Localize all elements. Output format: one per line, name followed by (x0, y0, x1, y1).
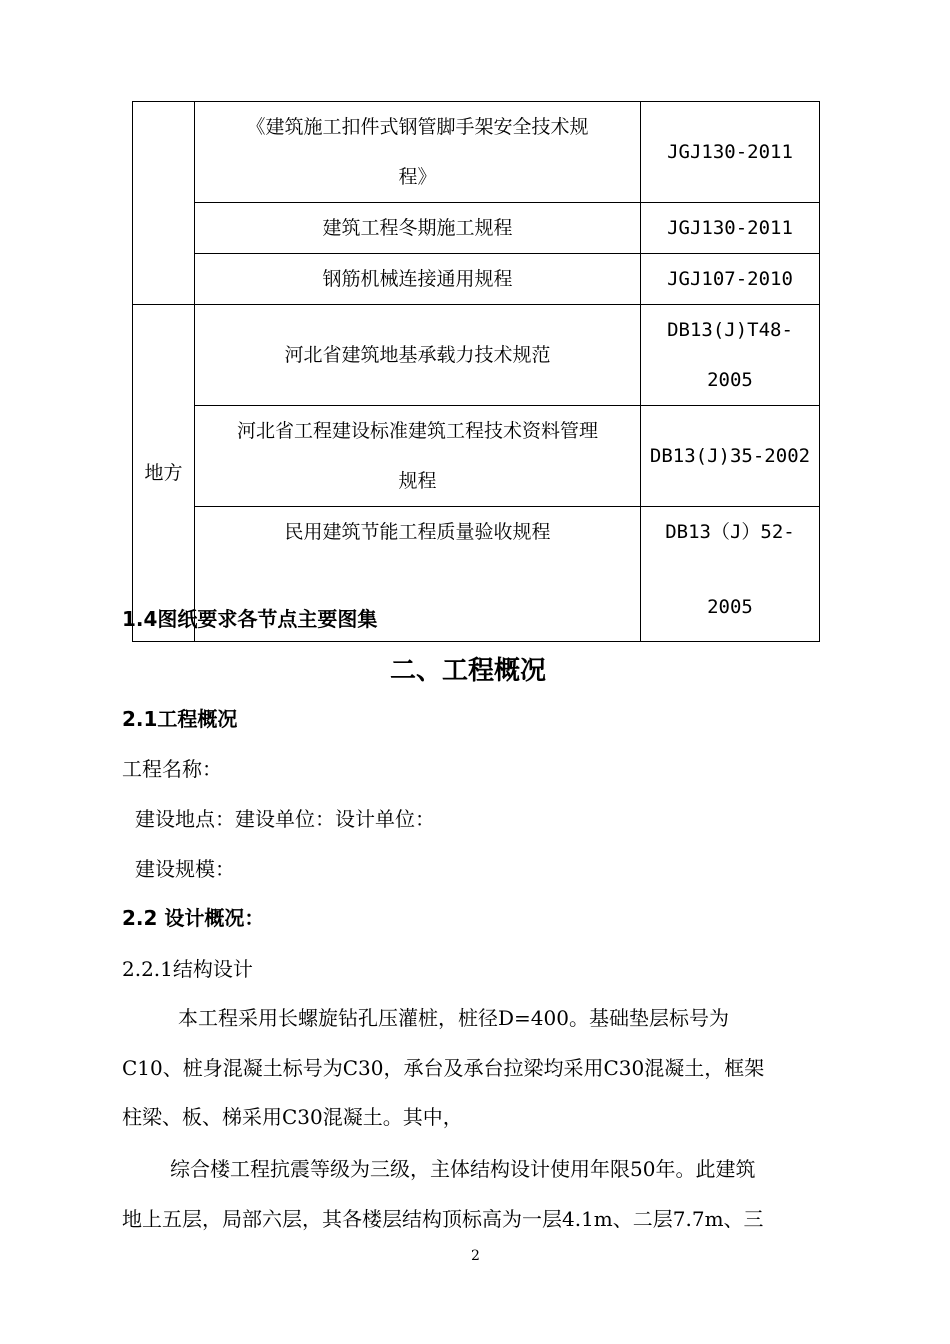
paragraph-line: 本工程采用长螺旋钻孔压灌桩，桩径D=400。基础垫层标号为 (178, 1006, 729, 1030)
scale-label: 建设规模： (135, 857, 235, 881)
section-1-4-heading: 1.4图纸要求各节点主要图集 (122, 607, 378, 631)
section-2-2-heading: 2.2 设计概况： (122, 906, 265, 930)
standard-name-cell: 《建筑施工扣件式钢管脚手架安全技术规 程》 (195, 102, 641, 203)
standard-code-cell: JGJ107-2010 (641, 254, 820, 305)
site-unit-line: 建设地点：建设单位：设计单位： (135, 807, 435, 831)
table-row (133, 203, 820, 254)
paragraph-line: 柱梁、板、梯采用C30混凝土。其中， (122, 1105, 463, 1129)
standard-name-cell: 钢筋机械连接通用规程 (195, 254, 641, 305)
chapter-2-title: 二、工程概况 (390, 656, 547, 686)
standard-code-cell: JGJ130-2011 (641, 102, 820, 203)
paragraph-line: 综合楼工程抗震等级为三级，主体结构设计使用年限50年。此建筑 (170, 1157, 756, 1181)
standard-name-cell: 河北省建筑地基承载力技术规范 (195, 305, 641, 406)
category-cell (133, 102, 195, 305)
standard-name-cell: 民用建筑节能工程质量验收规程 (195, 507, 641, 642)
page-number: 2 (471, 1248, 480, 1264)
standards-table (132, 101, 820, 642)
table-row (133, 305, 820, 406)
standard-code-cell: JGJ130-2011 (641, 203, 820, 254)
table-row (133, 406, 820, 507)
standard-name-cell: 河北省工程建设标准建筑工程技术资料管理 规程 (195, 406, 641, 507)
category-cell-local: 地方 (133, 305, 195, 642)
table-row (133, 254, 820, 305)
section-2-1-heading: 2.1工程概况 (122, 707, 238, 731)
project-name-label: 工程名称： (122, 757, 222, 781)
standard-code-cell: DB13（J）52- 2005 (641, 507, 820, 642)
paragraph-line: C10、桩身混凝土标号为C30，承台及承台拉梁均采用C30混凝土，框架 (122, 1056, 765, 1080)
standard-name-cell: 建筑工程冬期施工规程 (195, 203, 641, 254)
section-2-2-1-heading: 2.2.1结构设计 (122, 957, 253, 981)
standard-code-cell: DB13(J)T48-2005 (641, 305, 820, 406)
table-row (133, 102, 820, 203)
paragraph-line: 地上五层，局部六层，其各楼层结构顶标高为一层4.1m、二层7.7m、三 (122, 1207, 764, 1231)
standard-code-cell: DB13(J)35-2002 (641, 406, 820, 507)
